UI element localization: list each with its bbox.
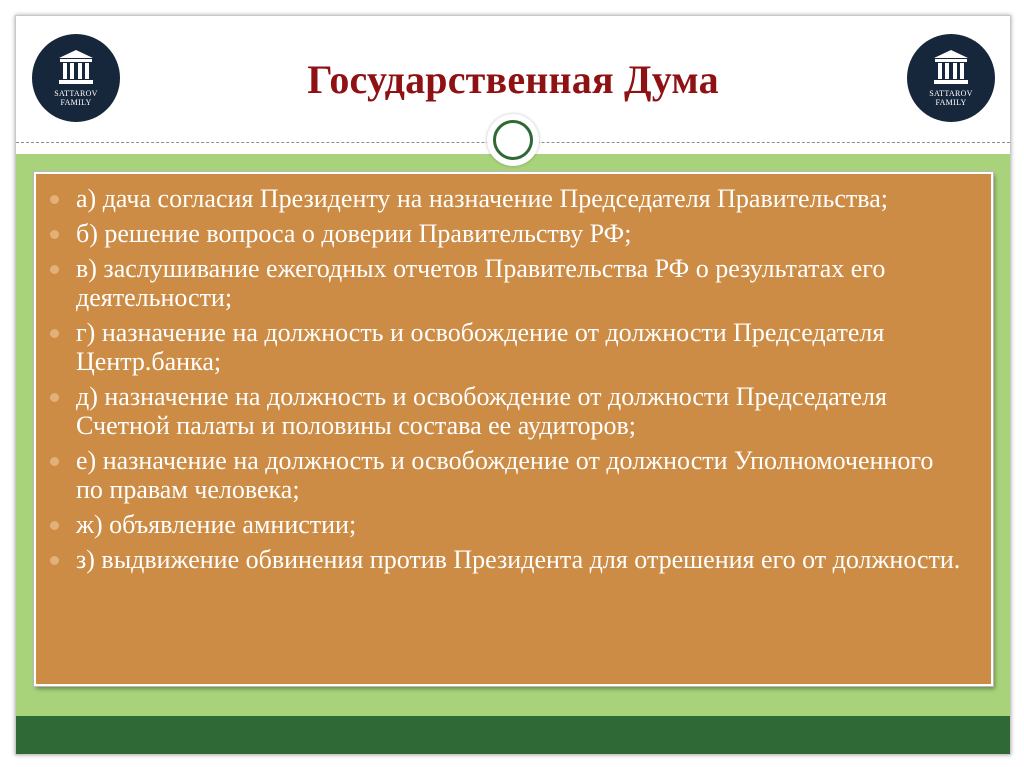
bullet-dot-icon	[50, 329, 59, 338]
bullet-list	[36, 174, 991, 574]
list-item	[76, 184, 961, 213]
list-item	[76, 510, 961, 539]
list-item	[76, 382, 961, 440]
logo-caption-line1: SATTAROV	[929, 89, 973, 98]
list-item	[76, 254, 961, 312]
bullet-dot-icon	[50, 195, 59, 204]
list-item	[76, 446, 961, 504]
bullet-dot-icon	[50, 521, 59, 530]
list-item-text: д) назначение на должность и освобождение от должности Председателя Счетной палаты и половины состава ее аудиторов;	[76, 382, 887, 440]
logo-caption-line1: SATTAROV	[54, 89, 98, 98]
logo-right	[907, 34, 995, 122]
list-item-text: з) выдвижение обвинения против Президента для отрешения его от должности.	[76, 545, 961, 574]
list-item-text: е) назначение на должность и освобождение от должности Уполномоченного по правам человека;	[76, 446, 934, 504]
list-item	[76, 545, 961, 574]
bullet-dot-icon	[50, 265, 59, 274]
list-item	[76, 219, 961, 248]
bullet-dot-icon	[50, 556, 59, 565]
logo-caption	[907, 89, 995, 107]
logo-caption-line2: FAMILY	[60, 98, 92, 107]
slide	[15, 15, 1011, 755]
list-item-text: ж) объявление амнистии;	[76, 510, 357, 539]
ring-ornament-icon	[487, 114, 539, 166]
list-item-text: в) заслушивание ежегодных отчетов Правительства РФ о результатах его деятельности;	[76, 254, 886, 312]
list-item	[76, 318, 961, 376]
list-item-text: г) назначение на должность и освобождение от должности Председателя Центр.банка;	[76, 318, 885, 376]
list-item-text: а) дача согласия Президенту на назначение Председателя Правительства;	[76, 184, 888, 213]
logo-caption-line2: FAMILY	[935, 98, 967, 107]
footer-band	[16, 716, 1010, 754]
content-panel	[34, 172, 993, 686]
bullet-dot-icon	[50, 393, 59, 402]
columned-building-icon	[931, 48, 971, 86]
bullet-dot-icon	[50, 230, 59, 239]
list-item-text: б) решение вопроса о доверии Правительству РФ;	[76, 219, 632, 248]
slide-title: Государственная Дума	[307, 57, 719, 102]
bullet-dot-icon	[50, 457, 59, 466]
